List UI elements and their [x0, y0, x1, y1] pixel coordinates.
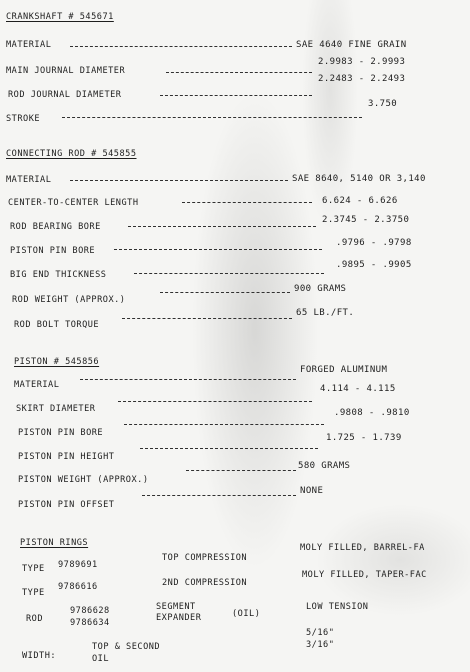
rod-pin-bore-value: .9796 - .9798	[336, 238, 412, 248]
leader-line	[70, 46, 292, 47]
pin-height-label: PISTON PIN HEIGHT	[18, 452, 115, 462]
stroke-label: STROKE	[6, 114, 41, 124]
piston-pin-bore-value: .9808 - .9810	[334, 408, 410, 418]
second-ring-name: 2ND COMPRESSION	[162, 578, 248, 588]
segment-label: SEGMENT	[156, 602, 196, 612]
skirt-label: SKIRT DIAMETER	[16, 404, 96, 414]
crankshaft-material-label: MATERIAL	[6, 40, 52, 50]
width-value-1: 5/16"	[306, 628, 335, 638]
piston-weight-label: PISTON WEIGHT (APPROX.)	[18, 475, 149, 485]
rod-pin-bore-label: PISTON PIN BORE	[10, 246, 96, 256]
crankshaft-material-value: SAE 4640 FINE GRAIN	[296, 40, 407, 50]
leader-line	[134, 273, 324, 274]
leader-line	[160, 95, 312, 96]
top-ring-desc: MOLY FILLED, BARREL-FA	[300, 543, 425, 553]
leader-line	[124, 424, 324, 425]
rod-ring-part-2: 9786634	[70, 618, 110, 628]
skirt-value: 4.114 - 4.115	[320, 384, 396, 394]
rod-journal-value: 2.2483 - 2.2493	[318, 74, 406, 84]
second-ring-desc: MOLY FILLED, TAPER-FAC	[302, 570, 427, 580]
main-journal-value: 2.9983 - 2.9993	[318, 57, 406, 67]
rod-ring-part-1: 9786628	[70, 606, 110, 616]
piston-pin-bore-label: PISTON PIN BORE	[18, 428, 104, 438]
top-ring-name: TOP COMPRESSION	[162, 553, 248, 563]
leader-line	[118, 401, 312, 402]
expander-label: EXPANDER	[156, 613, 202, 623]
leader-line	[128, 226, 316, 227]
center-length-value: 6.624 - 6.626	[322, 196, 398, 206]
center-length-label: CENTER-TO-CENTER LENGTH	[8, 198, 139, 208]
pin-offset-label: PISTON PIN OFFSET	[18, 500, 115, 510]
leader-line	[182, 202, 312, 203]
crankshaft-heading: CRANKSHAFT # 545671	[6, 12, 114, 22]
connecting-rod-heading: CONNECTING ROD # 545855	[6, 149, 137, 159]
big-end-label: BIG END THICKNESS	[10, 270, 107, 280]
leader-line	[186, 470, 296, 471]
leader-line	[62, 117, 362, 118]
width-label: WIDTH:	[22, 651, 57, 661]
piston-material-label: MATERIAL	[14, 380, 60, 390]
leader-line	[122, 318, 292, 319]
leader-line	[142, 495, 296, 496]
leader-line	[140, 448, 318, 449]
second-ring-part: 9786616	[58, 582, 98, 592]
main-journal-label: MAIN JOURNAL DIAMETER	[6, 66, 126, 76]
leader-line	[114, 249, 322, 250]
rod-material-label: MATERIAL	[6, 175, 52, 185]
bolt-torque-value: 65 LB./FT.	[296, 308, 355, 318]
rod-ring-desc: LOW TENSION	[306, 602, 369, 612]
leader-line	[160, 292, 290, 293]
ring-rod-label: ROD	[26, 614, 44, 624]
rod-bearing-bore-label: ROD BEARING BORE	[10, 222, 101, 232]
pin-offset-value: NONE	[300, 486, 324, 496]
pin-height-value: 1.725 - 1.739	[326, 433, 402, 443]
piston-rings-heading: PISTON RINGS	[20, 538, 89, 548]
rod-material-value: SAE 8640, 5140 OR 3,140	[292, 174, 426, 184]
ring-type-label: TYPE	[22, 564, 45, 574]
ring-type-label: TYPE	[22, 588, 45, 598]
leader-line	[166, 72, 312, 73]
width-oil: OIL	[92, 654, 110, 664]
bolt-torque-label: ROD BOLT TORQUE	[14, 320, 100, 330]
width-value-2: 3/16"	[306, 640, 335, 650]
leader-line	[70, 180, 288, 181]
piston-weight-value: 580 GRAMS	[298, 461, 351, 471]
width-top-second: TOP & SECOND	[92, 642, 161, 652]
piston-heading: PISTON # 545856	[14, 357, 100, 367]
rod-journal-label: ROD JOURNAL DIAMETER	[8, 90, 122, 100]
top-ring-part: 9789691	[58, 560, 98, 570]
oil-label: (OIL)	[232, 609, 261, 619]
leader-line	[80, 379, 296, 380]
piston-material-value: FORGED ALUMINUM	[300, 365, 388, 375]
big-end-value: .9895 - .9905	[336, 260, 412, 270]
rod-weight-label: ROD WEIGHT (APPROX.)	[12, 295, 126, 305]
stroke-value: 3.750	[368, 99, 398, 109]
rod-weight-value: 900 GRAMS	[294, 284, 347, 294]
rod-bearing-bore-value: 2.3745 - 2.3750	[322, 215, 410, 225]
